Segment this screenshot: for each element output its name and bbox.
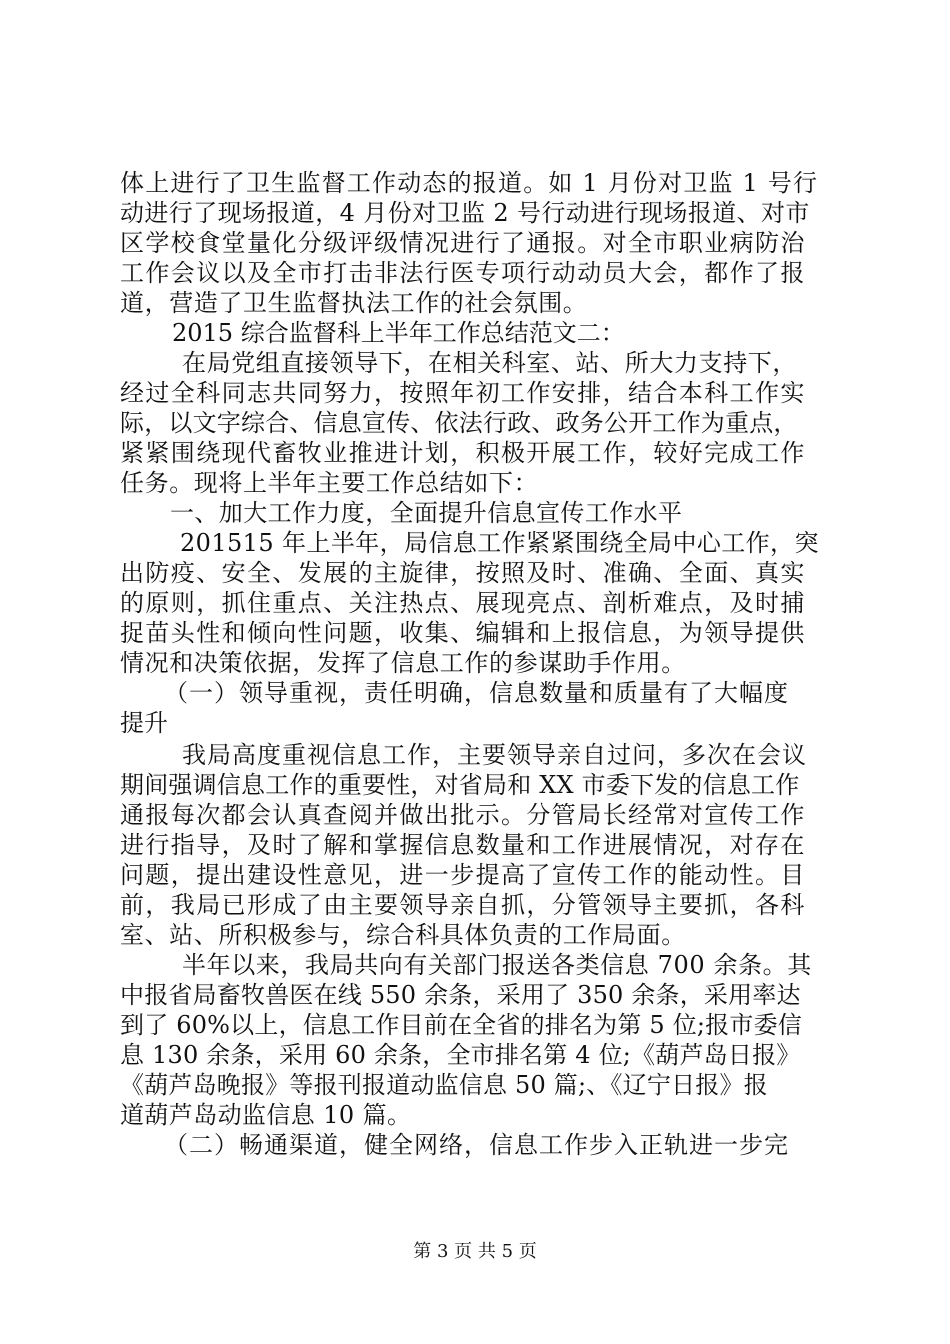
text-line: 工作会议以及全市打击非法行医专项行动动员大会，都作了报 <box>120 259 806 287</box>
text-line: 的原则，抓住重点、关注热点、展现亮点、剖析难点，及时捕 <box>120 589 806 617</box>
text-line: 进行指导，及时了解和掌握信息数量和工作进展情况，对存在 <box>120 831 806 859</box>
text-line: 出防疫、安全、发展的主旋律，按照及时、准确、全面、真实 <box>120 559 806 587</box>
text-line: 中报省局畜牧兽医在线 550 余条，采用了 350 余条，采用率达 <box>120 981 801 1009</box>
section-title: 2015 综合监督科上半年工作总结范文二： <box>172 319 625 347</box>
text-line: 前，我局已形成了由主要领导亲自抓，分管领导主要抓，各科 <box>120 891 806 919</box>
text-line: 我局高度重视信息工作，主要领导亲自过问，多次在会议 <box>182 741 807 769</box>
heading-level-2: （一）领导重视，责任明确，信息数量和质量有了大幅度 <box>164 679 789 707</box>
document-body <box>120 168 832 1160</box>
text-line: 息 130 余条，采用 60 余条，全市排名第 4 位;《葫芦岛日报》 <box>120 1041 801 1069</box>
heading-level-2-continued: 提升 <box>120 709 168 737</box>
text-line: 《葫芦岛晚报》等报刊报道动监信息 50 篇;、《辽宁日报》报 <box>120 1071 768 1099</box>
text-line: 到了 60%以上，信息工作目前在全省的排名为第 5 位;报市委信 <box>120 1011 802 1039</box>
text-line: 室、站、所积极参与，综合科具体负责的工作局面。 <box>120 921 686 949</box>
text-line: 道，营造了卫生监督执法工作的社会氛围。 <box>120 289 588 317</box>
text-line: 道葫芦岛动监信息 10 篇。 <box>120 1101 412 1129</box>
heading-level-2: （二）畅通渠道，健全网络，信息工作步入正轨进一步完 <box>164 1131 789 1159</box>
text-line: 区学校食堂量化分级评级情况进行了通报。对全市职业病防治 <box>120 229 806 257</box>
text-line: 期间强调信息工作的重要性，对省局和 XX 市委下发的信息工作 <box>120 771 800 799</box>
text-line: 际，以文字综合、信息宣传、依法行政、政务公开工作为重点， <box>120 409 798 437</box>
text-line: 在局党组直接领导下，在相关科室、站、所大力支持下， <box>182 349 797 377</box>
text-line: 情况和决策依据，发挥了信息工作的参谋助手作用。 <box>120 649 686 677</box>
heading-level-1: 一、加大工作力度，全面提升信息宣传工作水平 <box>170 499 683 527</box>
text-line: 问题，提出建设性意见，进一步提高了宣传工作的能动性。目 <box>120 861 806 889</box>
text-line: 捉苗头性和倾向性问题，收集、编辑和上报信息，为领导提供 <box>120 619 806 647</box>
text-line: 紧紧围绕现代畜牧业推进计划，积极开展工作，较好完成工作 <box>120 439 806 467</box>
text-line: 经过全科同志共同努力，按照年初工作安排，结合本科工作实 <box>120 379 806 407</box>
text-line: 体上进行了卫生监督工作动态的报道。如 1 月份对卫监 1 号行 <box>120 169 819 197</box>
text-line: 通报每次都会认真查阅并做出批示。分管局长经常对宣传工作 <box>120 801 806 829</box>
text-line: 动进行了现场报道，4 月份对卫监 2 号行动进行现场报道、对市 <box>120 199 810 227</box>
text-line: 任务。现将上半年主要工作总结如下： <box>120 469 539 497</box>
text-line: 201515 年上半年，局信息工作紧紧围绕全局中心工作，突 <box>180 529 819 557</box>
text-line: 半年以来，我局共向有关部门报送各类信息 700 余条。其 <box>182 951 812 979</box>
page-number: 第 3 页 共 5 页 <box>413 1241 537 1262</box>
page-footer <box>0 1240 950 1264</box>
